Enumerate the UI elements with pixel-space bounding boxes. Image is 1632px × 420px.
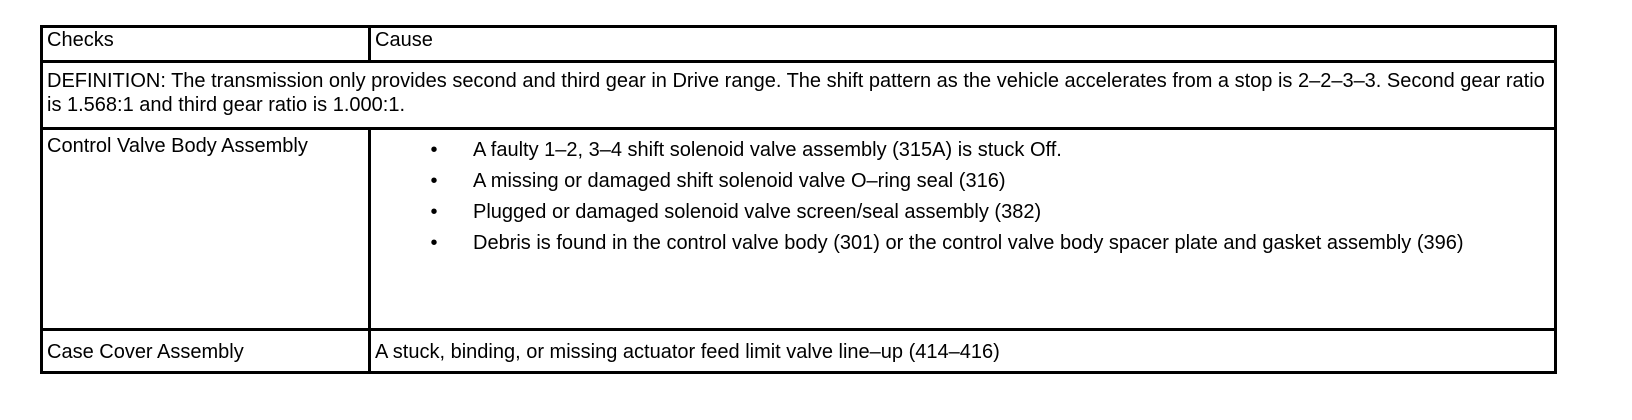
checks-header: Checks xyxy=(42,27,370,62)
definition-text: DEFINITION: The transmission only provides second and third gear in Drive range. The shift pattern as the vehicle accelerates from a stop is 2–2–3–3. Second gear ratio is 1.568:1 and third gear ratio is 1.000:1. xyxy=(42,62,1556,129)
cause-cell-control-valve-body xyxy=(370,129,1556,330)
cause-text: Plugged or damaged solenoid valve screen/seal assembly (382) xyxy=(473,201,1042,223)
cause-text: Debris is found in the control valve body (301) or the control valve body spacer plate and gasket assembly (396) xyxy=(473,232,1464,254)
bullet-icon: • xyxy=(430,232,438,254)
list-item xyxy=(427,231,1550,255)
table-row xyxy=(42,129,1556,330)
list-item xyxy=(427,138,1550,162)
cause-text: A faulty 1–2, 3–4 shift solenoid valve assembly (315A) is stuck Off. xyxy=(473,139,1062,161)
check-cell-case-cover: Case Cover Assembly xyxy=(42,330,370,373)
cause-header: Cause xyxy=(370,27,1556,62)
bullet-icon: • xyxy=(430,170,438,192)
bullet-icon: • xyxy=(430,139,438,161)
diagnostic-table xyxy=(40,25,1557,374)
table-row xyxy=(42,330,1556,373)
cause-list xyxy=(375,138,1550,255)
header-row xyxy=(42,27,1556,62)
check-cell-control-valve-body: Control Valve Body Assembly xyxy=(42,129,370,330)
definition-row xyxy=(42,62,1556,129)
list-item xyxy=(427,200,1550,224)
list-item xyxy=(427,169,1550,193)
bullet-icon: • xyxy=(430,201,438,223)
cause-cell-case-cover: A stuck, binding, or missing actuator feed limit valve line–up (414–416) xyxy=(370,330,1556,373)
cause-text: A missing or damaged shift solenoid valve O–ring seal (316) xyxy=(473,170,1006,192)
